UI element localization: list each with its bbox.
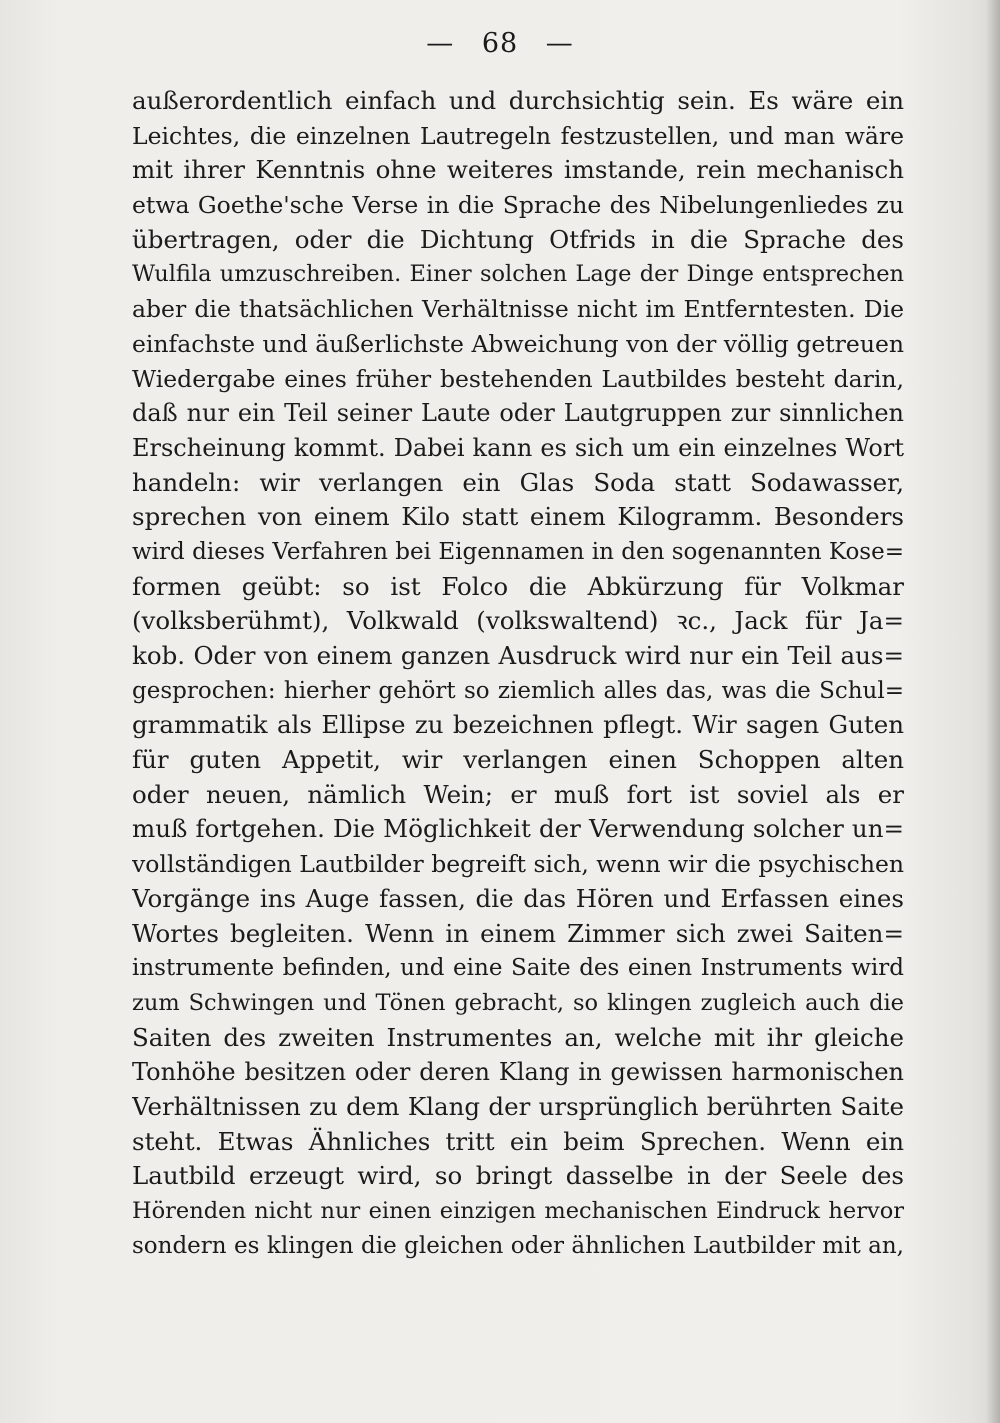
text-line: für guten Appetit, wir verlangen einen Schoppen alten bbox=[132, 745, 904, 775]
text-line: instrumente befinden, und eine Saite des einen Instruments wird bbox=[132, 955, 904, 982]
text-line: aber die thatsächlichen Verhältnisse nicht im Entferntesten. Die bbox=[132, 295, 904, 324]
text-line: kob. Oder von einem ganzen Ausdruck wird nur ein Teil aus= bbox=[132, 641, 904, 670]
text-line: grammatik als Ellipse zu bezeichnen pflegt. Wir sagen Guten bbox=[132, 710, 904, 740]
text-line: (volksberühmt), Volkwald (volkswaltend) ꝛc., Jack für Ja= bbox=[132, 606, 904, 636]
text-line: Tonhöhe besitzen oder deren Klang in gewissen harmonischen bbox=[132, 1058, 904, 1087]
text-line: oder neuen, nämlich Wein; er muß fort ist soviel als er bbox=[132, 779, 904, 809]
text-line: sprechen von einem Kilo statt einem Kilogramm. Besonders bbox=[132, 502, 904, 532]
text-line: Lautbild erzeugt wird, so bringt dasselbe in der Seele des bbox=[132, 1161, 904, 1191]
text-line: gesprochen: hierher gehört so ziemlich alles das, was die Schul= bbox=[132, 677, 904, 704]
text-line: Saiten des zweiten Instrumentes an, welche mit ihr gleiche bbox=[132, 1022, 904, 1052]
text-line: vollständigen Lautbilder begreift sich, wenn wir die psychischen bbox=[132, 850, 904, 879]
text-line: mit ihrer Kenntnis ohne weiteres imstande, rein mechanisch bbox=[132, 155, 904, 185]
text-line: muß fortgehen. Die Möglichkeit der Verwendung solcher un= bbox=[132, 814, 904, 844]
text-line: formen geübt: so ist Folco die Abkürzung für Volkmar bbox=[132, 571, 904, 601]
text-line: außerordentlich einfach und durchsichtig sein. Es wäre ein bbox=[132, 86, 904, 115]
text-line: Wortes begleiten. Wenn in einem Zimmer sich zwei Saiten= bbox=[132, 918, 904, 948]
text-line: Leichtes, die einzelnen Lautregeln festzustellen, und man wäre bbox=[132, 121, 904, 150]
text-line: etwa Goethe'sche Verse in die Sprache des Nibelungenliedes zu bbox=[132, 191, 904, 220]
body-text bbox=[132, 84, 904, 1263]
page-number: 68 bbox=[481, 28, 519, 59]
header-dash-left: — bbox=[426, 28, 455, 59]
page-edge-shadow bbox=[986, 0, 1000, 1423]
text-line: Wiedergabe eines früher bestehenden Lautbildes besteht darin, bbox=[132, 364, 904, 393]
text-line: Vorgänge ins Auge fassen, die das Hören und Erfassen eines bbox=[132, 883, 904, 913]
page-header bbox=[0, 28, 1000, 59]
text-line: einfachste und äußerlichste Abweichung von der völlig getreuen bbox=[132, 329, 904, 358]
text-line: daß nur ein Teil seiner Laute oder Lautgruppen zur sinnlichen bbox=[132, 399, 904, 428]
text-line: handeln: wir verlangen ein Glas Soda statt Sodawasser, bbox=[132, 467, 904, 497]
text-line: Hörenden nicht nur einen einzigen mechanischen Eindruck hervor bbox=[132, 1198, 904, 1224]
text-line: wird dieses Verfahren bei Eigennamen in den sogenannten Kose= bbox=[132, 538, 904, 565]
text-line: sondern es klingen die gleichen oder ähnlichen Lautbilder mit an, bbox=[132, 1232, 904, 1259]
text-line: Verhältnissen zu dem Klang der ursprünglich berührten Saite bbox=[132, 1091, 904, 1121]
text-line: zum Schwingen und Tönen gebracht, so klingen zugleich auch die bbox=[132, 989, 904, 1016]
text-line: Erscheinung kommt. Dabei kann es sich um ein einzelnes Wort bbox=[132, 433, 904, 462]
header-dash-right: — bbox=[545, 28, 574, 59]
text-line: Wulfila umzuschreiben. Einer solchen Lage der Dinge entsprechen bbox=[132, 261, 904, 288]
text-line: übertragen, oder die Dichtung Otfrids in die Sprache des bbox=[132, 224, 904, 254]
text-line: steht. Etwas Ähnliches tritt ein beim Sprechen. Wenn ein bbox=[132, 1126, 904, 1156]
